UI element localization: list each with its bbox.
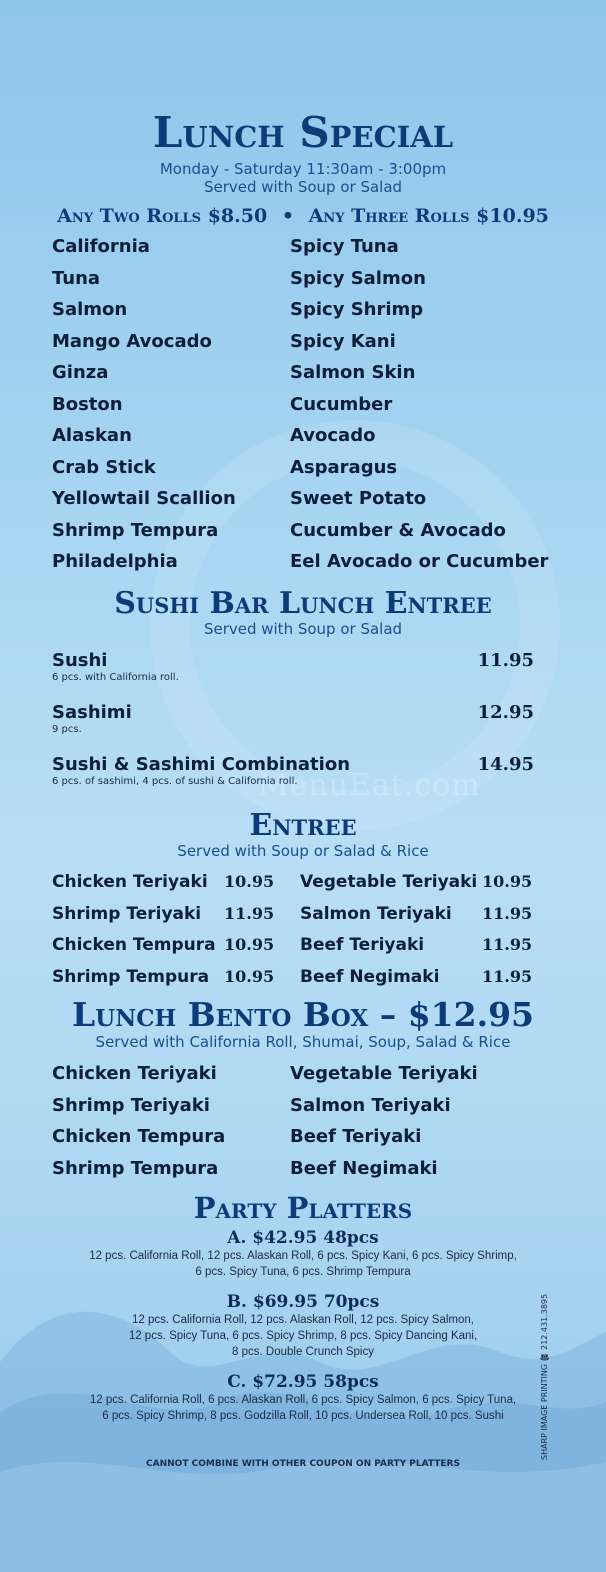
- sushi-bar-served: Served with Soup or Salad: [203, 620, 403, 638]
- bento-item: Shrimp Teriyaki: [52, 1094, 210, 1116]
- roll-name: Cucumber: [290, 393, 393, 415]
- list-item: [52, 299, 552, 331]
- list-item: [52, 1126, 552, 1158]
- item-name: Beef Negimaki: [300, 966, 440, 987]
- roll-name: Cucumber & Avocado: [290, 519, 506, 541]
- item-name: Sushi & Sashimi Combination: [52, 754, 351, 775]
- roll-name: Alaskan: [52, 425, 132, 446]
- item-price: 11.95: [482, 903, 533, 923]
- list-item: [52, 650, 534, 702]
- platter-description: [40, 1393, 566, 1425]
- bento-list: [52, 1063, 552, 1189]
- roll-name: Spicy Salmon: [290, 267, 426, 289]
- roll-name: Spicy Kani: [290, 330, 396, 352]
- roll-name: Spicy Tuna: [290, 236, 399, 257]
- bento-served: Served with California Roll, Shumai, Soup, Salad & Rice: [95, 1033, 511, 1051]
- platter-line: 12 pcs. California Roll, 12 pcs. Alaskan Roll, 12 pcs. Spicy Salmon,: [132, 1314, 474, 1326]
- roll-name: Eel Avocado or Cucumber: [290, 551, 549, 572]
- list-item: [52, 268, 552, 300]
- platter-heading: A. $42.95 48pcs: [227, 1228, 379, 1248]
- bento-item: Vegetable Teriyaki: [290, 1063, 478, 1084]
- three-rolls-price: Any Three Rolls $10.95: [308, 205, 549, 227]
- entree-list: [52, 872, 532, 998]
- item-price: 11.95: [224, 903, 275, 923]
- item-price: 10.95: [224, 966, 275, 986]
- item-description: 6 pcs. of sashimi, 4 pcs. of sushi & California roll.: [52, 776, 298, 787]
- bento-item: Chicken Tempura: [52, 1126, 226, 1147]
- roll-name: California: [52, 236, 150, 257]
- list-item: [52, 1158, 552, 1190]
- item-price: 11.95: [482, 935, 533, 954]
- roll-name: Shrimp Tempura: [52, 519, 219, 541]
- item-price: 14.95: [477, 754, 534, 775]
- item-description: 6 pcs. with California roll.: [52, 672, 179, 683]
- sushi-bar-title: Sushi Bar Lunch Entree: [114, 586, 492, 621]
- entree-title: Entree: [249, 808, 357, 843]
- item-price: 10.95: [224, 872, 275, 891]
- list-item: [52, 425, 552, 457]
- item-price: 10.95: [224, 935, 275, 954]
- roll-name: Crab Stick: [52, 456, 156, 478]
- list-item: [52, 1063, 552, 1095]
- platter-heading: C. $72.95 58pcs: [227, 1372, 379, 1392]
- list-item: [52, 488, 552, 520]
- party-platters-title: Party Platters: [193, 1191, 413, 1225]
- bento-title: Lunch Bento Box – $12.95: [71, 995, 535, 1034]
- list-item: [52, 362, 552, 394]
- entree-served: Served with Soup or Salad & Rice: [177, 842, 429, 860]
- platter-heading: B. $69.95 70pcs: [226, 1292, 380, 1312]
- list-item: [52, 904, 532, 936]
- list-item: [52, 331, 552, 363]
- roll-name: Spicy Shrimp: [290, 299, 424, 320]
- platter-line: 6 pcs. Spicy Shrimp, 8 pcs. Godzilla Roll, 10 pcs. Undersea Roll, 10 pcs. Sushi: [102, 1409, 504, 1422]
- platter-description: [40, 1249, 566, 1281]
- list-item: [52, 754, 534, 806]
- list-item: [52, 520, 552, 552]
- roll-name: Salmon Skin: [290, 362, 416, 383]
- item-price: 11.95: [482, 966, 533, 986]
- platter-line: 12 pcs. California Roll, 12 pcs. Alaskan Roll, 6 pcs. Spicy Kani, 6 pcs. Spicy Shrimp,: [89, 1250, 517, 1262]
- list-item: [52, 702, 534, 754]
- sushi-bar-list: [52, 650, 534, 806]
- rolls-list: [52, 236, 552, 583]
- roll-name: Avocado: [290, 425, 376, 446]
- platter-description: [40, 1313, 566, 1361]
- item-name: Shrimp Tempura: [52, 966, 210, 987]
- list-item: [52, 1095, 552, 1127]
- printer-credit: SHARP IMAGE PRINTING ☎ 212.431.3895: [540, 1293, 549, 1460]
- bento-item: Salmon Teriyaki: [290, 1094, 451, 1116]
- roll-name: Philadelphia: [52, 551, 178, 572]
- list-item: [52, 935, 532, 967]
- item-name: Vegetable Teriyaki: [300, 872, 478, 892]
- bullet-separator: •: [281, 205, 294, 227]
- item-name: Salmon Teriyaki: [300, 903, 452, 924]
- roll-name: Ginza: [52, 362, 109, 383]
- lunch-special-served: Served with Soup or Salad: [203, 178, 403, 196]
- list-item: [52, 551, 552, 583]
- list-item: [52, 967, 532, 999]
- roll-name: Sweet Potato: [290, 488, 427, 509]
- item-description: 9 pcs.: [52, 724, 82, 735]
- lunch-special-hours: Monday - Saturday 11:30am - 3:00pm: [159, 160, 447, 178]
- item-name: Shrimp Teriyaki: [52, 903, 202, 924]
- roll-name: Asparagus: [290, 456, 398, 478]
- item-name: Sushi: [52, 650, 108, 671]
- item-name: Sashimi: [52, 702, 132, 723]
- item-price: 12.95: [477, 702, 534, 723]
- roll-name: Mango Avocado: [52, 330, 212, 352]
- roll-name: Tuna: [52, 267, 101, 289]
- item-price: 11.95: [477, 650, 534, 671]
- bento-item: Beef Negimaki: [290, 1157, 438, 1179]
- two-rolls-price: Any Two Rolls $8.50: [57, 205, 268, 227]
- roll-name: Yellowtail Scallion: [52, 488, 236, 509]
- item-name: Chicken Tempura: [52, 935, 216, 955]
- list-item: [52, 872, 532, 904]
- bento-item: Chicken Teriyaki: [52, 1063, 217, 1084]
- roll-pricing: [0, 205, 606, 227]
- bento-item: Shrimp Tempura: [52, 1157, 219, 1179]
- roll-name: Boston: [52, 393, 123, 415]
- platter-line: 12 pcs. Spicy Tuna, 6 pcs. Spicy Shrimp, 8 pcs. Spicy Dancing Kani,: [128, 1329, 478, 1342]
- watermark: MenuEat.com: [258, 768, 481, 803]
- platter-line: 12 pcs. California Roll, 6 pcs. Alaskan Roll, 6 pcs. Spicy Salmon, 6 pcs. Spicy Tuna,: [89, 1394, 517, 1406]
- item-price: 10.95: [482, 872, 533, 891]
- list-item: [52, 394, 552, 426]
- list-item: [52, 236, 552, 268]
- item-name: Beef Teriyaki: [300, 935, 425, 955]
- list-item: [52, 457, 552, 489]
- lunch-special-title: Lunch Special: [152, 108, 454, 157]
- item-name: Chicken Teriyaki: [52, 872, 208, 892]
- roll-name: Salmon: [52, 299, 128, 320]
- party-platter-note: CANNOT COMBINE WITH OTHER COUPON ON PARTY PLATTERS: [146, 1459, 460, 1469]
- platter-line: 8 pcs. Double Crunch Spicy: [232, 1345, 374, 1358]
- bento-item: Beef Teriyaki: [290, 1126, 422, 1147]
- platter-line: 6 pcs. Spicy Tuna, 6 pcs. Shrimp Tempura: [195, 1265, 411, 1278]
